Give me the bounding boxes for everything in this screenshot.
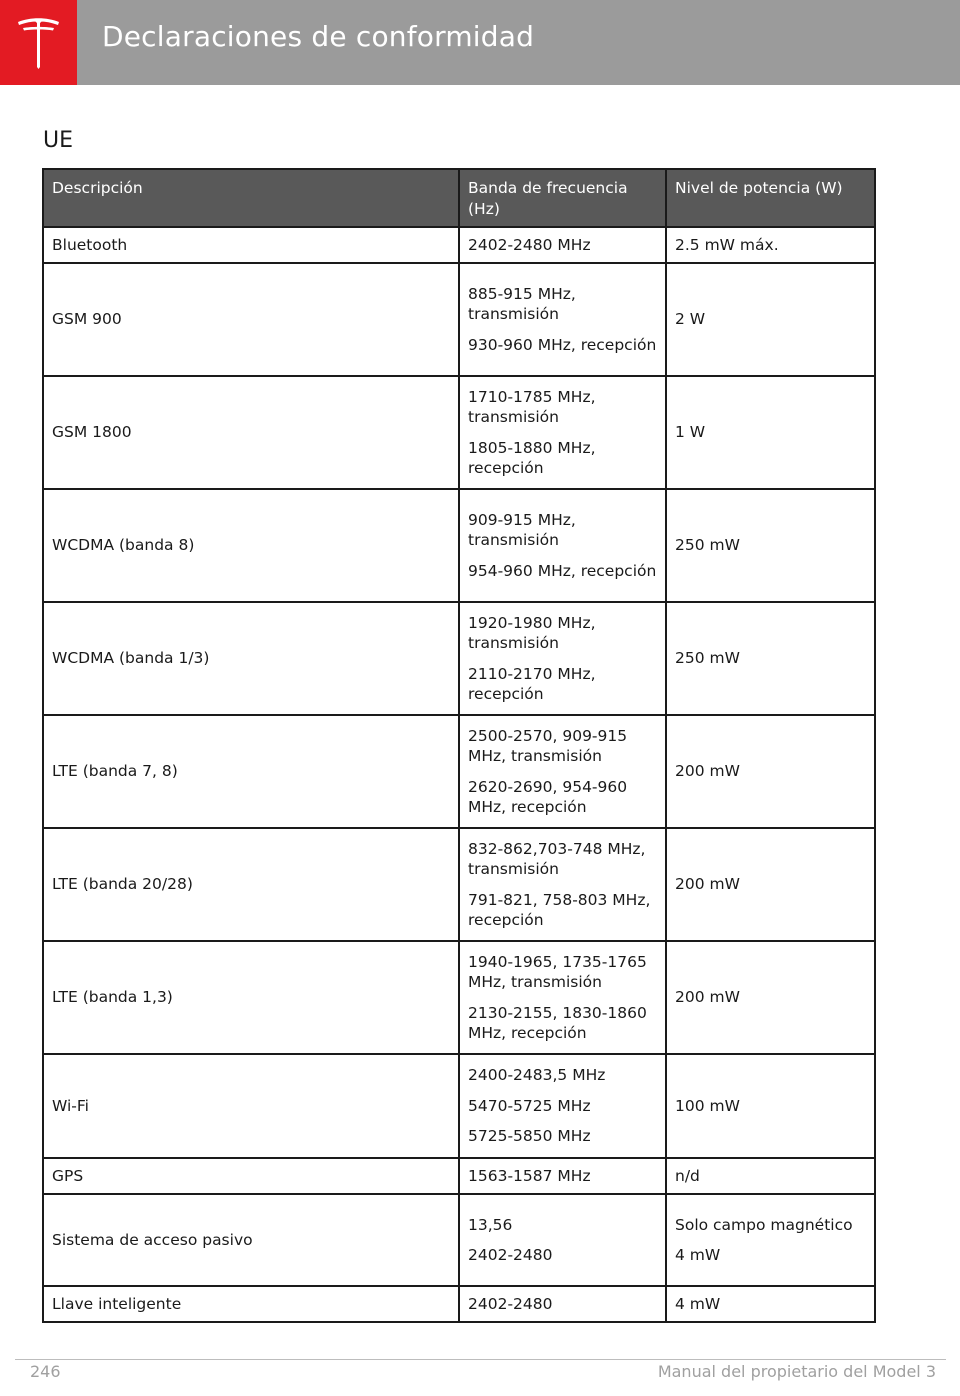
cell-frequency-band	[459, 489, 666, 602]
cell-frequency-band-line: 2130-2155, 1830-1860 MHz, recepción	[468, 1003, 647, 1042]
cell-frequency-band-line: 1920-1980 MHz, transmisión	[468, 613, 596, 652]
cell-power-level-line: n/d	[675, 1166, 700, 1185]
cell-power-level-line: 200 mW	[675, 762, 740, 781]
cell-power-level	[666, 489, 875, 602]
cell-power-level-line: 2 W	[675, 310, 706, 329]
table-row	[43, 1194, 875, 1286]
page-header-title: Declaraciones de conformidad	[102, 20, 535, 53]
cell-frequency-band-line: 2400-2483,5 MHz	[468, 1066, 606, 1085]
cell-power-level	[666, 1158, 875, 1194]
cell-frequency-band-line: 885-915 MHz, transmisión	[468, 284, 576, 324]
cell-power-level	[666, 602, 875, 715]
cell-description: Llave inteligente	[43, 1286, 459, 1322]
table-row	[43, 1158, 875, 1194]
cell-power-level	[666, 1286, 875, 1322]
cell-frequency-band-line: 1710-1785 MHz, transmisión	[468, 387, 596, 426]
table-row	[43, 489, 875, 602]
conformity-table	[42, 168, 876, 1323]
cell-description: GSM 900	[43, 263, 459, 376]
table-header-row	[43, 169, 875, 227]
cell-power-level-line: 100 mW	[675, 1096, 740, 1115]
cell-frequency-band	[459, 1054, 666, 1158]
manual-title: Manual del propietario del Model 3	[657, 1362, 936, 1381]
cell-power-level	[666, 941, 875, 1054]
page-number: 246	[30, 1362, 61, 1381]
tesla-t-logo-icon	[14, 17, 63, 69]
cell-description: GSM 1800	[43, 376, 459, 489]
cell-frequency-band	[459, 1158, 666, 1194]
cell-frequency-band-line: 5725-5850 MHz	[468, 1127, 591, 1146]
footer-divider	[15, 1359, 946, 1360]
cell-description: LTE (banda 1,3)	[43, 941, 459, 1054]
cell-description: LTE (banda 7, 8)	[43, 715, 459, 828]
cell-power-level-line: Solo campo magnético	[675, 1215, 853, 1234]
cell-frequency-band-line: 791-821, 758-803 MHz, recepción	[468, 890, 651, 929]
cell-description: WCDMA (banda 1/3)	[43, 602, 459, 715]
table-row	[43, 828, 875, 941]
cell-power-level	[666, 1054, 875, 1158]
cell-frequency-band-line: 2402-2480	[468, 1294, 553, 1313]
cell-power-level	[666, 227, 875, 263]
cell-frequency-band	[459, 263, 666, 376]
cell-description: GPS	[43, 1158, 459, 1194]
cell-frequency-band-line: 5470-5725 MHz	[468, 1096, 591, 1115]
cell-frequency-band-line: 13,56	[468, 1215, 513, 1234]
cell-frequency-band-line: 954-960 MHz, recepción	[468, 561, 657, 580]
table-row	[43, 1054, 875, 1158]
cell-power-level	[666, 828, 875, 941]
cell-frequency-band-line: 2620-2690, 954-960 MHz, recepción	[468, 777, 628, 816]
section-title: UE	[43, 128, 74, 153]
cell-frequency-band-line: 909-915 MHz, transmisión	[468, 510, 576, 550]
cell-power-level	[666, 1194, 875, 1286]
cell-power-level	[666, 715, 875, 828]
cell-frequency-band-line: 930-960 MHz, recepción	[468, 335, 657, 354]
cell-frequency-band-line: 2402-2480 MHz	[468, 235, 591, 254]
cell-frequency-band	[459, 376, 666, 489]
cell-frequency-band	[459, 715, 666, 828]
cell-frequency-band	[459, 828, 666, 941]
cell-power-level-line: 1 W	[675, 423, 706, 442]
cell-description: Wi-Fi	[43, 1054, 459, 1158]
cell-frequency-band	[459, 602, 666, 715]
brand-logo	[0, 0, 77, 85]
cell-description: LTE (banda 20/28)	[43, 828, 459, 941]
cell-frequency-band	[459, 1286, 666, 1322]
cell-frequency-band-line: 1805-1880 MHz, recepción	[468, 438, 596, 477]
column-header-frequency-band: Banda de frecuencia (Hz)	[459, 169, 666, 227]
cell-power-level	[666, 376, 875, 489]
cell-description: Bluetooth	[43, 227, 459, 263]
cell-frequency-band	[459, 227, 666, 263]
cell-frequency-band	[459, 1194, 666, 1286]
cell-power-level-line: 250 mW	[675, 649, 740, 668]
cell-description: WCDMA (banda 8)	[43, 489, 459, 602]
cell-power-level-line: 4 mW	[675, 1246, 721, 1264]
table-body	[43, 227, 875, 1322]
cell-description: Sistema de acceso pasivo	[43, 1194, 459, 1286]
cell-frequency-band-line: 2500-2570, 909-915 MHz, transmisión	[468, 726, 628, 765]
table-row	[43, 941, 875, 1054]
cell-power-level-line: 2.5 mW máx.	[675, 235, 779, 254]
cell-power-level	[666, 263, 875, 376]
cell-frequency-band-line: 1563-1587 MHz	[468, 1166, 591, 1185]
cell-power-level-line: 200 mW	[675, 988, 740, 1007]
table-row	[43, 715, 875, 828]
cell-frequency-band-line: 2110-2170 MHz, recepción	[468, 664, 596, 703]
cell-frequency-band-line: 2402-2480	[468, 1246, 553, 1264]
table-row	[43, 1286, 875, 1322]
cell-power-level-line: 4 mW	[675, 1294, 721, 1313]
cell-frequency-band-line: 1940-1965, 1735-1765 MHz, transmisión	[468, 952, 647, 991]
table-row	[43, 602, 875, 715]
table-row	[43, 227, 875, 263]
table-row	[43, 376, 875, 489]
column-header-description: Descripción	[43, 169, 459, 227]
column-header-power-level: Nivel de potencia (W)	[666, 169, 875, 227]
table-row	[43, 263, 875, 376]
cell-frequency-band	[459, 941, 666, 1054]
page-header	[0, 0, 960, 85]
cell-power-level-line: 250 mW	[675, 536, 740, 555]
cell-frequency-band-line: 832-862,703-748 MHz, transmisión	[468, 839, 646, 878]
cell-power-level-line: 200 mW	[675, 875, 740, 894]
